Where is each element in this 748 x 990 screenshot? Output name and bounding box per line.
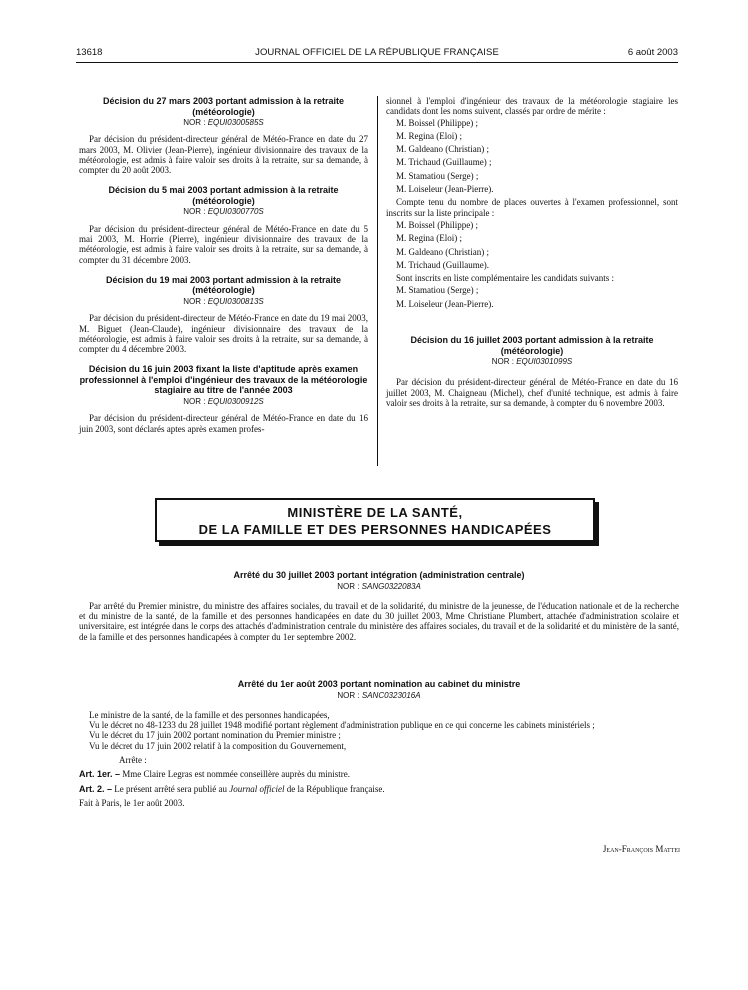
decision-19-mai: [79, 275, 368, 354]
continuation-text: sionnel à l'emploi d'ingénieur des travaux de la météorologie stagiaire les candidats dont les noms suivent, classés par ordre de mérite :: [386, 96, 678, 117]
nor-reference: NOR : EQUI0300770S: [183, 207, 264, 217]
list-item: M. Loiseleur (Jean-Pierre).: [396, 298, 494, 309]
ministry-line-2: DE LA FAMILLE ET DES PERSONNES HANDICAPÉES: [198, 522, 552, 537]
list-item: M. Loiseleur (Jean-Pierre).: [396, 184, 494, 195]
decision-27-mars: [79, 96, 368, 175]
decision-16-juillet: [386, 335, 678, 408]
visa-decree-1948: Vu le décret no 48-1233 du 28 juillet 1948 modifié portant règlement d'administration publique en ce qui concerne les cabinets ministériels ;: [89, 720, 595, 731]
complementary-list: [396, 285, 678, 309]
list-item: M. Boissel (Philippe) ;: [396, 117, 479, 128]
decision-text: Par décision du président-directeur de Météo-France en date du 19 mai 2003, M. Biguet (Jean-Claude), ingénieur divisionnaire des travaux de la météorologie, est admis à faire valoir ses droits à la retraite, sur sa demande, à compter du 4 décembre 2003.: [79, 313, 368, 355]
principal-list: [396, 220, 678, 270]
nor-reference: NOR : EQUI0300585S: [183, 118, 264, 127]
list-item: M. Galdeano (Christian) ;: [396, 246, 489, 257]
arrete-word: Arrête :: [119, 754, 147, 765]
list-item: M. Regina (Eloi) ;: [396, 233, 462, 244]
decision-text: Par décision du président-directeur général de Météo-France en date du 16 juillet 2003, M. Chaigneau (Michel), chef d'unité technique, est admis à faire valoir ses droits à la retraite, sur sa demande, à compter du 6 novembre 2003.: [386, 377, 678, 408]
arrete-30-juillet: [79, 570, 679, 642]
merit-list: [396, 118, 678, 195]
minister-intro: Le ministre de la santé, de la famille et des personnes handicapées,: [89, 709, 330, 720]
decision-text: Par décision du président-directeur général de Météo-France en date du 27 mars 2003, M. Olivier (Jean-Pierre), ingénieur divisionnaire des travaux de la météorologie, est admis à faire valoir ses droits à la retraite, sur sa demande, à compter du 20 août 2003.: [79, 134, 368, 176]
complementary-intro: Sont inscrits en liste complémentaire les candidats suivants :: [396, 273, 614, 284]
decision-5-mai: [79, 185, 368, 264]
column-divider: [377, 96, 378, 466]
article-2: Art. 2. – Le présent arrêté sera publié au Journal officiel de la République française.: [79, 783, 385, 794]
decision-text: Par décision du président-directeur général de Météo-France en date du 16 juin 2003, sont déclarés aptes après examen profes-: [79, 413, 368, 434]
list-item: M. Boissel (Philippe) ;: [396, 219, 479, 230]
list-item: M. Trichaud (Guillaume) ;: [396, 157, 492, 168]
page-number: 13618: [76, 47, 103, 58]
decision-title: Décision du 19 mai 2003 portant admission à la retraite (météorologie): [105, 274, 342, 296]
journal-title: JOURNAL OFFICIEL DE LA RÉPUBLIQUE FRANÇAISE: [255, 47, 499, 58]
principal-intro: Compte tenu du nombre de places ouvertes à l'examen professionnel, sont inscrits sur la liste principale :: [386, 197, 678, 218]
article-1: Art. 1er. – Mme Claire Legras est nommée conseillère auprès du ministre.: [79, 769, 350, 780]
ministry-heading-box: [155, 498, 595, 542]
nor-reference: NOR : SANC0323016A: [337, 690, 421, 700]
visa-decree-premier-ministre: Vu le décret du 17 juin 2002 portant nomination du Premier ministre ;: [89, 730, 341, 741]
issue-date: 6 août 2003: [627, 47, 678, 58]
list-item: M. Stamatiou (Serge) ;: [396, 170, 479, 181]
decision-title: Décision du 27 mars 2003 portant admission à la retraite (météorologie): [102, 96, 345, 117]
decision-title: Décision du 16 juillet 2003 portant admission à la retraite (météorologie): [410, 335, 654, 356]
arrete-title: Arrêté du 30 juillet 2003 portant intégration (administration centrale): [233, 570, 525, 580]
page-header: [76, 47, 678, 61]
nor-reference: NOR : SANG0322083A: [337, 581, 421, 591]
decision-title: Décision du 5 mai 2003 portant admission à la retraite (météorologie): [108, 185, 339, 206]
list-item: M. Stamatiou (Serge) ;: [396, 285, 479, 296]
nor-reference: NOR : EQUI0300912S: [183, 396, 264, 406]
arrete-text: Par arrêté du Premier ministre, du ministre des affaires sociales, du travail et de la solidarité, du ministre de la jeunesse, de l'éducation nationale et de la recherche et du ministre de la santé, de la famille et des personnes handicapées en date du 30 juillet 2003, Mme Christiane Plumbert, attachée d'administration scolaire et universitaire, est intégrée dans le corps des attachés d'administration centrale du ministère des affaires sociales, du travail et de la solidarité et du ministère de la santé, de la famille et des personnes handicapées à compter du 1er septembre 2002.: [79, 600, 679, 642]
nor-reference: NOR : EQUI0301099S: [491, 357, 573, 367]
decision-16-juin: [79, 364, 368, 433]
list-item: M. Trichaud (Guillaume).: [396, 259, 489, 270]
left-column: [79, 96, 368, 444]
arrete-title: Arrêté du 1er août 2003 portant nomination au cabinet du ministre: [237, 679, 521, 689]
header-rule: [76, 62, 678, 63]
visa-decree-gouvernement: Vu le décret du 17 juin 2002 relatif à la composition du Gouvernement,: [89, 740, 347, 751]
decision-text: Par décision du président-directeur général de Météo-France en date du 5 mai 2003, M. Horrie (Pierre), ingénieur divisionnaire des travaux de la météorologie, est admis à faire valoir ses droits à la retraite, sur sa demande, à compter du 31 décembre 2003.: [79, 223, 368, 265]
list-item: M. Regina (Eloi) ;: [396, 130, 462, 141]
right-column: [386, 96, 678, 408]
list-item: M. Galdeano (Christian) ;: [396, 144, 489, 155]
arrete-1er-aout: [79, 679, 679, 810]
done-at: Fait à Paris, le 1er août 2003.: [79, 797, 185, 808]
ministry-line-1: MINISTÈRE DE LA SANTÉ,: [287, 505, 463, 520]
decision-title: Décision du 16 juin 2003 fixant la liste d'aptitude après examen professionnel à l'emploi d'ingénieur des travaux de la météorologie stagiaire au titre de l'année 2003: [79, 364, 368, 396]
signature: Jean-François Mattei: [602, 844, 680, 854]
nor-reference: NOR : EQUI0300813S: [183, 296, 264, 306]
